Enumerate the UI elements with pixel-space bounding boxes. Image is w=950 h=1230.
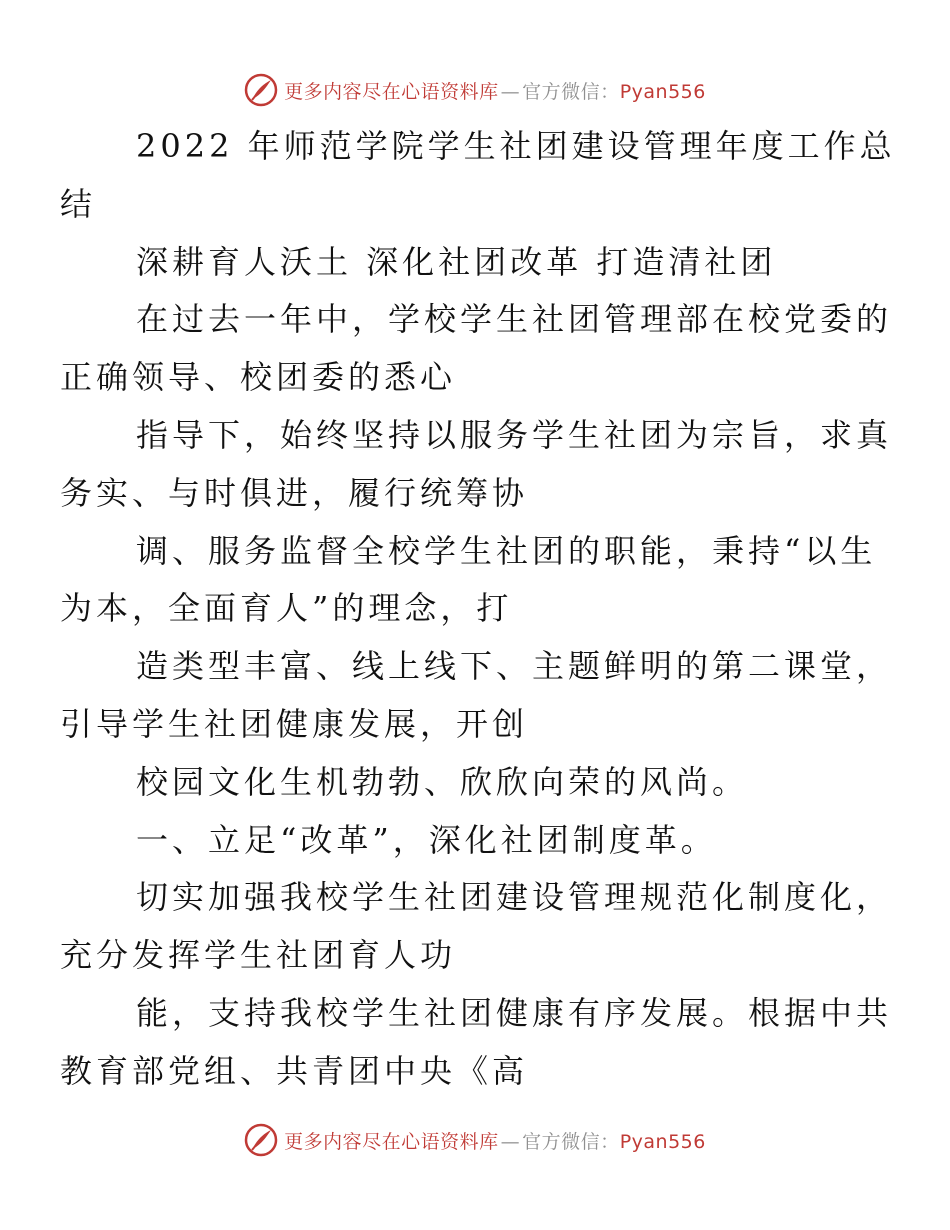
- text-line: 正确领导、校团委的悉心: [60, 358, 457, 397]
- watermark-header: [0, 70, 950, 110]
- text-line: 在过去一年中，学校学生社团管理部在校党委的: [136, 300, 893, 339]
- text-line: 引导学生社团健康发展，开创: [60, 704, 529, 743]
- paragraph-title: [60, 118, 896, 234]
- text-line: 指导下，始终坚持以服务学生社团为宗旨，求真: [136, 415, 893, 454]
- text-line: 结: [60, 184, 97, 223]
- watermark-text: [284, 77, 706, 104]
- text-line: 教育部党组、共青团中央《高: [60, 1051, 529, 1090]
- watermark-separator: —: [500, 1130, 521, 1153]
- text-line: 能，支持我校学生社团健康有序发展。根据中共: [136, 993, 893, 1032]
- text-line: 造类型丰富、线上线下、主题鲜明的第二课堂，: [136, 647, 893, 686]
- watermark-text: [284, 1127, 706, 1154]
- text-line: 务实、与时俱进，履行统筹协: [60, 473, 529, 512]
- text-line: 校园文化生机勃勃、欣欣向荣的风尚。: [136, 762, 749, 801]
- quill-logo-icon: [244, 73, 278, 107]
- paragraph: [60, 638, 893, 754]
- text-line: 充分发挥学生社团育人功: [60, 936, 457, 975]
- watermark-account: Pyan556: [619, 1130, 706, 1153]
- paragraph: [60, 869, 893, 985]
- text-line: 深耕育人沃土 深化社团改革 打造清社团: [136, 242, 777, 281]
- paragraph: [98, 754, 858, 812]
- watermark-site: 更多内容尽在心语资料库: [284, 80, 499, 103]
- paragraph-subtitle: [98, 234, 858, 292]
- document-body: [60, 118, 896, 1101]
- watermark-footer: [0, 1120, 950, 1160]
- paragraph: [60, 407, 893, 523]
- watermark-account: Pyan556: [619, 80, 706, 103]
- text-line: 2022 年师范学院学生社团建设管理年度工作总: [136, 127, 896, 165]
- watermark-separator: —: [500, 80, 521, 103]
- paragraph: [60, 291, 893, 407]
- text-line: 切实加强我校学生社团建设管理规范化制度化，: [136, 878, 893, 917]
- paragraph: [60, 985, 893, 1101]
- text-line: 一、立足“改革”，深化社团制度革。: [136, 820, 717, 859]
- watermark-site: 更多内容尽在心语资料库: [284, 1130, 499, 1153]
- quill-logo-icon: [244, 1123, 278, 1157]
- text-line: 调、服务监督全校学生社团的职能，秉持“以生: [136, 531, 877, 570]
- watermark-label: 官方微信：: [522, 80, 620, 103]
- paragraph: [60, 523, 877, 639]
- section-heading: [98, 812, 858, 870]
- watermark-label: 官方微信：: [522, 1130, 620, 1153]
- text-line: 为本，全面育人”的理念，打: [60, 589, 513, 628]
